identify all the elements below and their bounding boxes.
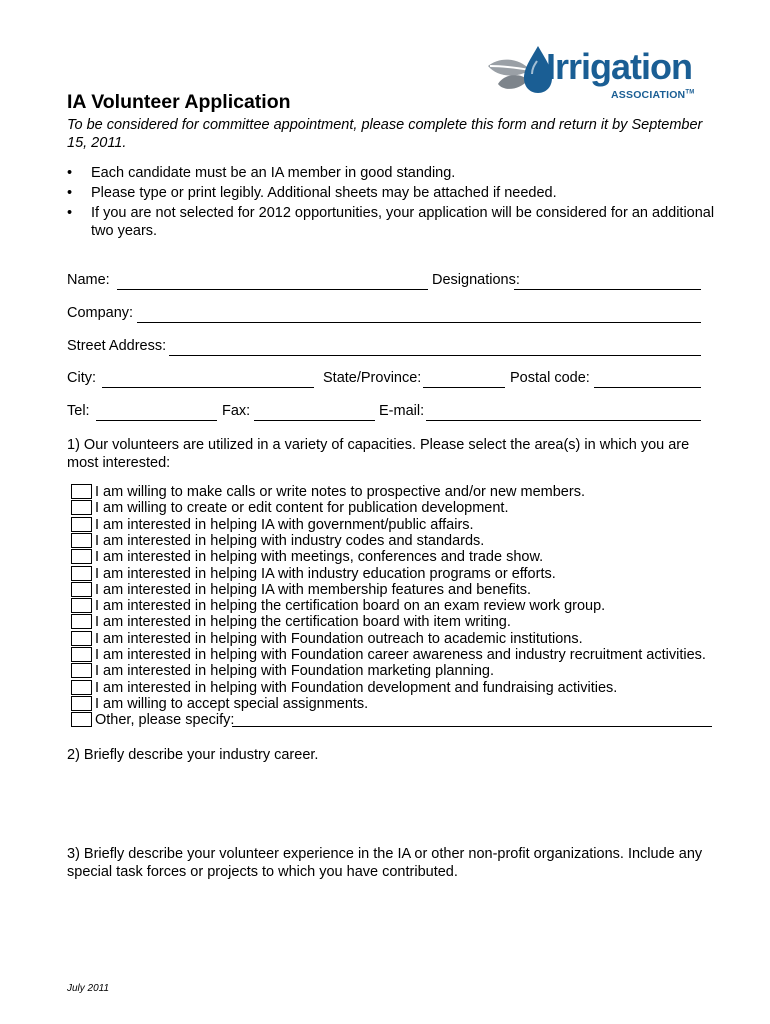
designations-label: Designations: xyxy=(432,272,520,288)
street-row xyxy=(67,338,701,360)
option-item xyxy=(71,566,711,582)
option-checkbox[interactable] xyxy=(71,549,92,564)
trademark-mark: TM xyxy=(685,89,695,96)
instruction-item: • If you are not selected for 2012 opportunities, your application will be considered for an additional two years. xyxy=(67,204,717,240)
city-field[interactable] xyxy=(102,387,314,388)
option-checkbox[interactable] xyxy=(71,598,92,613)
question-1: 1) Our volunteers are utilized in a variety of capacities. Please select the area(s) in which you are most interested: xyxy=(67,437,690,471)
option-label: I am interested in helping the certification board on an exam review work group. xyxy=(95,598,606,615)
question-2: 2) Briefly describe your industry career. xyxy=(67,747,319,763)
option-checkbox[interactable] xyxy=(71,566,92,581)
option-label: I am willing to create or edit content for publication development. xyxy=(95,500,509,517)
option-item xyxy=(71,533,711,549)
email-field[interactable] xyxy=(426,420,701,421)
option-item xyxy=(71,549,711,565)
option-checkbox[interactable] xyxy=(71,663,92,678)
option-label: I am willing to accept special assignments. xyxy=(95,695,369,712)
option-checkbox[interactable] xyxy=(71,484,92,499)
option-label: I am interested in helping with Foundation outreach to academic institutions. xyxy=(95,630,583,647)
other-specify-field[interactable] xyxy=(232,726,712,727)
option-item xyxy=(71,680,711,696)
street-address-field[interactable] xyxy=(169,355,701,356)
name-field[interactable] xyxy=(117,289,428,290)
option-checkbox[interactable] xyxy=(71,533,92,548)
option-label: I am interested in helping IA with industry education programs or efforts. xyxy=(95,565,556,582)
logo-subtext-label: ASSOCIATION xyxy=(611,89,686,101)
tel-label: Tel: xyxy=(67,403,90,419)
option-checkbox[interactable] xyxy=(71,647,92,662)
name-row xyxy=(67,272,701,294)
logo-wordmark: Irrigation xyxy=(546,46,693,87)
option-item xyxy=(71,663,711,679)
option-checkbox[interactable] xyxy=(71,500,92,515)
irrigation-association-logo xyxy=(486,44,704,108)
fax-label: Fax: xyxy=(222,403,251,419)
fax-field[interactable] xyxy=(254,420,375,421)
instruction-item: • Please type or print legibly. Additional sheets may be attached if needed. xyxy=(67,184,717,202)
city-label: City: xyxy=(67,370,96,386)
option-item xyxy=(71,500,711,516)
option-checkbox[interactable] xyxy=(71,631,92,646)
option-item xyxy=(71,696,711,712)
designations-field[interactable] xyxy=(514,289,701,290)
company-field[interactable] xyxy=(137,322,701,323)
company-label: Company: xyxy=(67,305,134,321)
option-item-other xyxy=(71,712,711,728)
postal-code-field[interactable] xyxy=(594,387,701,388)
state-label: State/Province: xyxy=(323,370,422,386)
option-checkbox[interactable] xyxy=(71,614,92,629)
option-label: I am interested in helping with industry codes and standards. xyxy=(95,532,485,549)
option-checkbox[interactable] xyxy=(71,696,92,711)
option-item xyxy=(71,484,711,500)
footer-date: July 2011 xyxy=(67,983,110,994)
option-label: I am interested in helping the certification board with item writing. xyxy=(95,614,511,631)
option-item xyxy=(71,582,711,598)
name-label: Name: xyxy=(67,272,110,288)
option-item xyxy=(71,517,711,533)
option-item xyxy=(71,647,711,663)
option-label: I am interested in helping with Foundation development and fundraising activities. xyxy=(95,679,618,696)
option-checkbox[interactable] xyxy=(71,680,92,695)
instruction-item: • Each candidate must be an IA member in good standing. xyxy=(67,164,717,182)
state-field[interactable] xyxy=(423,387,505,388)
option-item xyxy=(71,598,711,614)
company-row xyxy=(67,305,701,327)
email-label: E-mail: xyxy=(379,403,425,419)
option-label: I am interested in helping with Foundation marketing planning. xyxy=(95,663,494,680)
option-item xyxy=(71,614,711,630)
option-label: I am interested in helping with meetings, conferences and trade show. xyxy=(95,549,544,566)
page-title: IA Volunteer Application xyxy=(67,91,291,113)
contact-row xyxy=(67,403,701,425)
city-row xyxy=(67,370,701,392)
option-label: I am interested in helping IA with government/public affairs. xyxy=(95,516,474,533)
option-item xyxy=(71,631,711,647)
option-label: I am interested in helping IA with membership features and benefits. xyxy=(95,581,532,598)
question-3: 3) Briefly describe your volunteer experience in the IA or other non-profit organizations. Include any special task forces or projects to which you have contributed. xyxy=(67,846,703,880)
option-label: Other, please specify: xyxy=(95,712,235,729)
logo-subtext xyxy=(611,89,694,101)
page-subtitle: To be considered for committee appointment, please complete this form and return it by September 15, 2011. xyxy=(67,117,703,151)
option-label: I am interested in helping with Foundation career awareness and industry recruitment activities. xyxy=(95,647,706,663)
option-checkbox[interactable] xyxy=(71,582,92,597)
street-label: Street Address: xyxy=(67,338,167,354)
option-checkbox[interactable] xyxy=(71,712,92,727)
instructions-list xyxy=(67,164,717,242)
option-checkbox[interactable] xyxy=(71,517,92,532)
tel-field[interactable] xyxy=(96,420,217,421)
option-label: I am willing to make calls or write notes to prospective and/or new members. xyxy=(95,484,585,500)
postal-label: Postal code: xyxy=(510,370,590,386)
